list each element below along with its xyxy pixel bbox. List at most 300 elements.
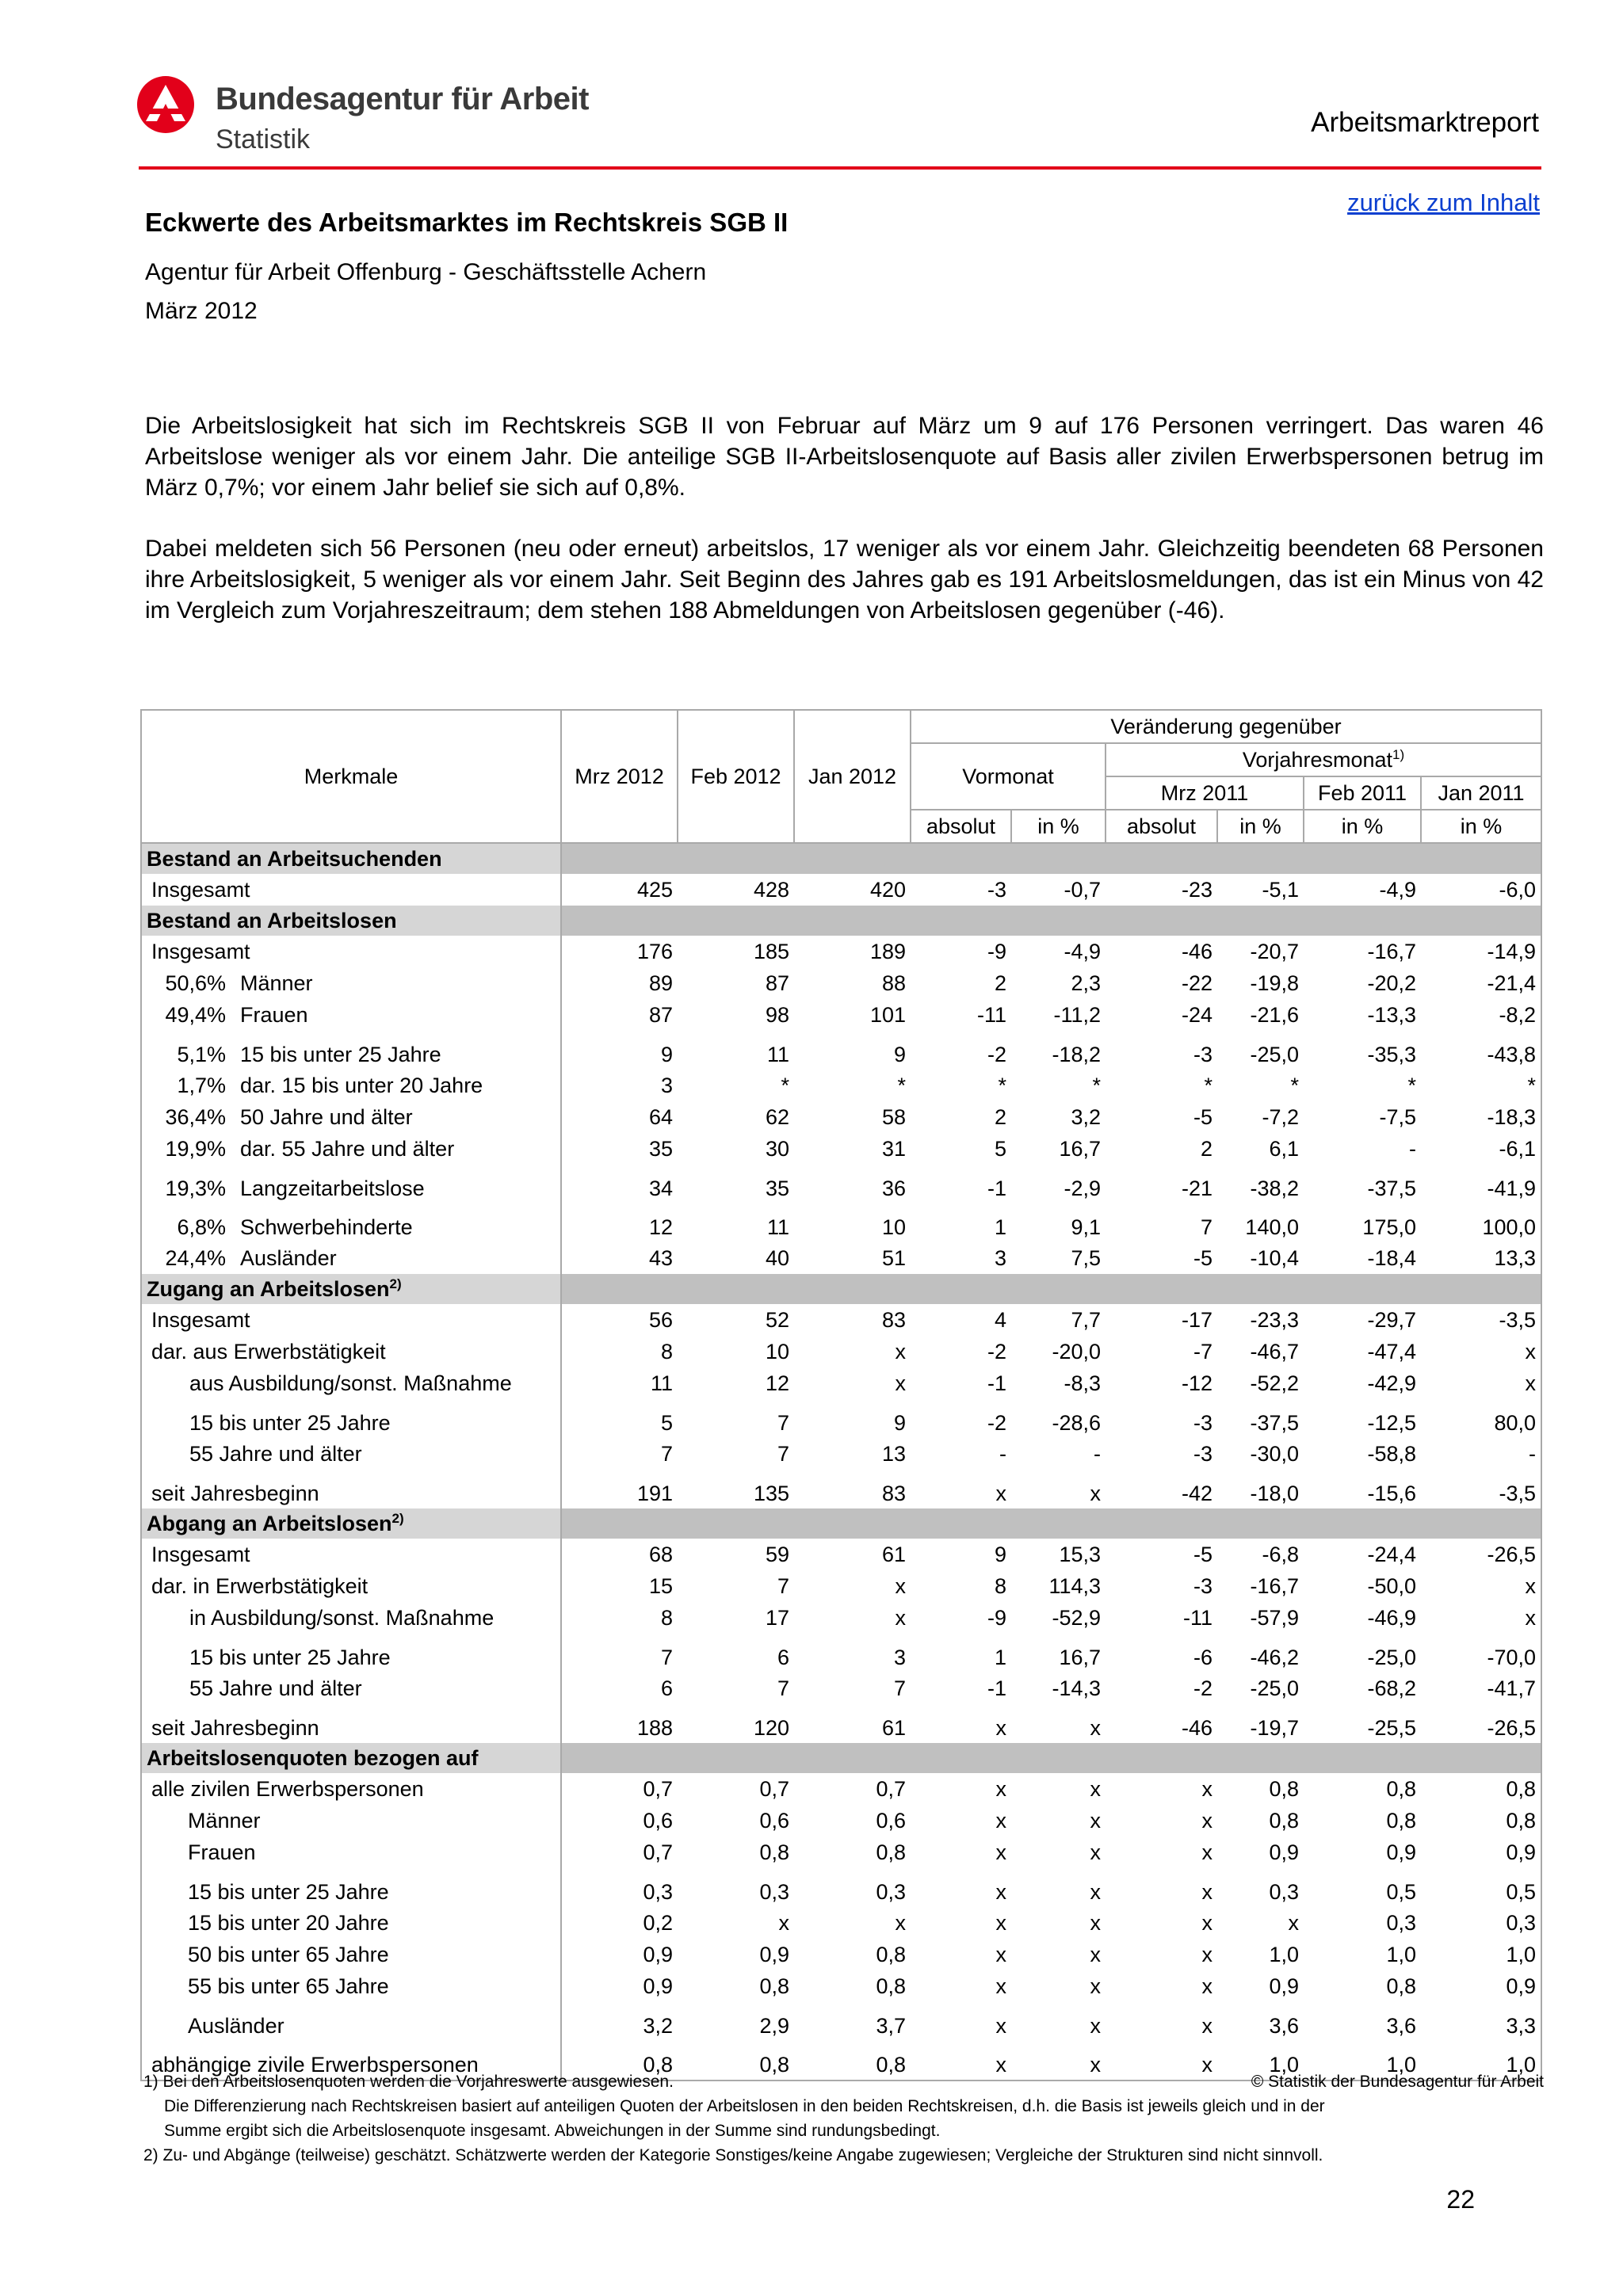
table-cell: x: [895, 1910, 906, 1935]
table-cell: 8: [660, 1605, 673, 1630]
row-label: 55 Jahre und älter: [141, 1672, 561, 1704]
header-in-pct: in %: [1011, 810, 1106, 843]
row-label: in Ausbildung/sonst. Maßnahme: [141, 1602, 561, 1634]
table-cell: -8,3: [1064, 1371, 1101, 1395]
table-cell: 0,8: [678, 2041, 794, 2081]
header-vormonat: Vormonat: [911, 743, 1106, 810]
header-in-pct: in %: [1304, 810, 1421, 843]
header-absolut: absolut: [911, 810, 1011, 843]
table-cell: -20,0: [1052, 1339, 1101, 1363]
table-cell: 1,0: [1386, 1942, 1416, 1966]
table-cell: 0,7: [643, 1840, 673, 1864]
table-cell: -46: [1181, 1716, 1212, 1740]
header-in-pct: in %: [1217, 810, 1304, 843]
row-label: 36,4% 50 Jahre und älter: [141, 1101, 561, 1133]
table-cell: -2: [987, 1339, 1006, 1363]
table-cell: 7,5: [1071, 1245, 1101, 1270]
row-label: dar. in Erwerbstätigkeit: [141, 1570, 561, 1602]
table-row: [141, 1970, 1541, 2002]
table-row: [141, 1203, 1541, 1242]
table-cell: -37,5: [1250, 1411, 1299, 1435]
table-cell: 1,0: [1217, 2041, 1304, 2081]
header-jan-2012: Jan 2012: [794, 710, 911, 843]
table-cell: 3,2: [1071, 1104, 1101, 1129]
page-subtitle: Agentur für Arbeit Offenburg - Geschäftsstelle Achern: [145, 259, 707, 285]
table-cell: 420: [869, 877, 906, 902]
table-cell: 3,6: [1386, 2014, 1416, 2038]
table-row: [141, 2002, 1541, 2041]
table-cell: 185: [753, 939, 789, 963]
table-cell: -17: [1181, 1307, 1212, 1332]
table-cell: 89: [648, 971, 673, 995]
table-cell: 13: [881, 1441, 906, 1466]
table-cell: 0,6: [643, 1808, 673, 1833]
table-cell: -21,4: [1421, 967, 1541, 999]
table-cell: -52,2: [1250, 1371, 1299, 1395]
table-cell: 0,5: [1421, 1868, 1541, 1907]
report-title: Arbeitsmarktreport: [1311, 107, 1539, 138]
table-cell: -41,7: [1421, 1672, 1541, 1704]
table-cell: x: [995, 1808, 1006, 1833]
back-to-contents-link[interactable]: zurück zum Inhalt: [1347, 189, 1540, 216]
table-cell: 0,3: [643, 1880, 673, 1904]
share-percent: 19,9%: [165, 1136, 226, 1161]
table-cell: x: [1288, 1910, 1299, 1935]
table-cell: -: [1409, 1136, 1416, 1161]
table-cell: 0,9: [1421, 1970, 1541, 2002]
table-cell: -6,8: [1262, 1542, 1299, 1566]
table-cell: -68,2: [1367, 1676, 1416, 1700]
table-row: [141, 1634, 1541, 1672]
table-cell: 83: [881, 1307, 906, 1332]
row-label: Insgesamt: [141, 936, 561, 967]
table-cell: 64: [648, 1104, 673, 1129]
table-cell: 0,6: [759, 1808, 789, 1833]
table-cell: *: [998, 1073, 1006, 1097]
share-percent: 50,6%: [165, 971, 226, 995]
table-cell: x: [1421, 1336, 1541, 1367]
table-cell: -21,6: [1250, 1002, 1299, 1027]
row-label: 15 bis unter 25 Jahre: [141, 1634, 561, 1672]
table-body: [141, 843, 1541, 2081]
table-cell: x: [995, 1942, 1006, 1966]
header-in-pct: in %: [1421, 810, 1541, 843]
table-cell: -2: [1193, 1676, 1212, 1700]
report-date: März 2012: [145, 298, 258, 324]
table-cell: x: [995, 1880, 1006, 1904]
table-cell: 2: [994, 1104, 1006, 1129]
table-cell: 31: [881, 1136, 906, 1161]
table-cell: 0,8: [1421, 1805, 1541, 1836]
table-cell: -41,9: [1421, 1165, 1541, 1203]
table-cell: x: [1201, 1942, 1212, 1966]
table-cell: 188: [636, 1716, 673, 1740]
table-cell: 35: [765, 1177, 789, 1200]
header-vorjahresmonat: Vorjahresmonat$^{1)}$: [1106, 743, 1541, 776]
header-mrz-2012: Mrz 2012: [561, 710, 678, 843]
table-cell: 15,3: [1059, 1542, 1101, 1566]
table-cell: x: [1090, 1974, 1101, 1998]
table-cell: -11: [976, 1002, 1006, 1027]
table-cell: 0,2: [643, 1910, 673, 1935]
table-cell: -30,0: [1250, 1441, 1299, 1466]
table-cell: -7: [1193, 1339, 1212, 1363]
footnote-1: 1) Bei den Arbeitslosenquoten werden die Vorjahreswerte ausgewiesen.: [143, 2073, 674, 2091]
table-cell: 0,8: [876, 1840, 906, 1864]
table-cell: 0,8: [876, 1942, 906, 1966]
table-cell: 1,0: [1421, 2041, 1541, 2081]
table-cell: 36: [881, 1177, 906, 1200]
table-row: [141, 1242, 1541, 1274]
row-label: 50,6% Männer: [141, 967, 561, 999]
row-label: 15 bis unter 25 Jahre: [141, 1868, 561, 1907]
table-cell: 428: [753, 877, 789, 902]
table-cell: -19,7: [1250, 1716, 1299, 1740]
table-cell: 12: [648, 1215, 673, 1239]
table-cell: 0,8: [561, 2041, 678, 2081]
table-cell: x: [911, 2041, 1011, 2081]
table-cell: 0,9: [1269, 1840, 1299, 1864]
table-cell: x: [1090, 1776, 1101, 1801]
table-cell: -26,5: [1421, 1539, 1541, 1570]
table-cell: 1,0: [1304, 2041, 1421, 2081]
table-row: [141, 1133, 1541, 1165]
section-row: [141, 906, 1541, 936]
table-cell: -16,7: [1250, 1573, 1299, 1598]
table-cell: -7,2: [1262, 1104, 1299, 1129]
page-number: 22: [1446, 2185, 1475, 2214]
table-cell: x: [1201, 1910, 1212, 1935]
table-cell: x: [1090, 1910, 1101, 1935]
table-cell: x: [895, 1605, 906, 1630]
table-cell: -21: [1181, 1177, 1212, 1200]
table-row: [141, 1602, 1541, 1634]
table-cell: x: [1090, 1880, 1101, 1904]
ba-logo-icon: [136, 75, 195, 134]
table-cell: 9,1: [1071, 1215, 1101, 1239]
table-cell: 83: [881, 1482, 906, 1505]
section-row: [141, 1274, 1541, 1304]
row-label: Insgesamt: [141, 1539, 561, 1570]
table-row: [141, 1672, 1541, 1704]
table-cell: x: [895, 1371, 906, 1395]
table-cell: -43,8: [1421, 1031, 1541, 1070]
section-fill: [561, 1274, 1541, 1304]
footnote-ref: 2): [389, 1276, 402, 1291]
table-cell: -18,4: [1367, 1245, 1416, 1270]
table-cell: 12: [765, 1371, 789, 1395]
row-label: 50 bis unter 65 Jahre: [141, 1939, 561, 1970]
section-fill: [561, 906, 1541, 936]
table-cell: x: [995, 2014, 1006, 2038]
table-cell: 0,9: [1421, 1836, 1541, 1868]
table-cell: 0,3: [1269, 1880, 1299, 1904]
table-cell: 7: [1200, 1215, 1212, 1239]
share-percent: 19,3%: [165, 1177, 226, 1200]
table-cell: 0,8: [1269, 1776, 1299, 1801]
table-cell: x: [1090, 1942, 1101, 1966]
section-header: Bestand an Arbeitslosen: [141, 906, 561, 936]
table-cell: -6,1: [1421, 1133, 1541, 1165]
table-row: [141, 1805, 1541, 1836]
table-cell: 11: [766, 1215, 789, 1239]
table-cell: 98: [765, 1002, 789, 1027]
section-header: Arbeitslosenquoten bezogen auf: [141, 1743, 561, 1773]
row-label: 19,3% Langzeitarbeitslose: [141, 1165, 561, 1203]
table-cell: 52: [765, 1307, 789, 1332]
share-percent: 5,1%: [177, 1043, 226, 1066]
table-cell: 5: [660, 1411, 673, 1435]
labour-market-table: [140, 709, 1542, 2081]
table-cell: 34: [648, 1177, 673, 1200]
table-cell: 0,5: [1386, 1880, 1416, 1904]
table-cell: -13,3: [1367, 1002, 1416, 1027]
table-cell: 16,7: [1059, 1136, 1101, 1161]
share-percent: 1,7%: [177, 1073, 226, 1097]
table-cell: 15: [648, 1573, 673, 1598]
table-cell: -4,9: [1064, 939, 1101, 963]
header-veraenderung: Veränderung gegenüber: [911, 710, 1541, 743]
table-cell: 0,8: [1269, 1808, 1299, 1833]
table-cell: -7,5: [1379, 1104, 1416, 1129]
table-cell: 175,0: [1362, 1215, 1416, 1239]
table-cell: *: [781, 1073, 789, 1097]
table-cell: x: [1201, 1840, 1212, 1864]
table-cell: 1: [994, 1646, 1006, 1669]
table-cell: -24,4: [1367, 1542, 1416, 1566]
table-row: [141, 874, 1541, 906]
table-cell: x: [1421, 1570, 1541, 1602]
table-cell: *: [1204, 1073, 1212, 1097]
table-cell: -2: [987, 1043, 1006, 1066]
section-header: Bestand an Arbeitsuchenden: [141, 843, 561, 874]
table-cell: -5: [1193, 1542, 1212, 1566]
row-label: 6,8% Schwerbehinderte: [141, 1203, 561, 1242]
table-cell: 114,3: [1048, 1573, 1101, 1598]
table-row: [141, 1070, 1541, 1101]
table-cell: 7: [660, 1646, 673, 1669]
share-percent: 24,4%: [165, 1245, 226, 1270]
table-cell: -25,0: [1250, 1676, 1299, 1700]
table-cell: 6: [660, 1676, 673, 1700]
table-cell: 6,1: [1269, 1136, 1299, 1161]
table-cell: 3,3: [1421, 2002, 1541, 2041]
table-cell: -11: [1182, 1605, 1212, 1630]
row-label: Insgesamt: [141, 874, 561, 906]
table-cell: 68: [648, 1542, 673, 1566]
table-row: [141, 1367, 1541, 1399]
table-cell: 9: [893, 1411, 906, 1435]
page-title: Eckwerte des Arbeitsmarktes im Rechtskreis SGB II: [145, 208, 789, 237]
table-cell: 135: [753, 1482, 789, 1505]
table-cell: 7: [777, 1573, 789, 1598]
table-cell: -: [1421, 1438, 1541, 1470]
table-cell: 0,9: [1386, 1840, 1416, 1864]
table-cell: 3: [893, 1646, 906, 1669]
table-row: [141, 1939, 1541, 1970]
row-label: 55 bis unter 65 Jahre: [141, 1970, 561, 2002]
table-cell: -25,5: [1367, 1716, 1416, 1740]
section-fill: [561, 1743, 1541, 1773]
org-name: Bundesagentur für Arbeit: [216, 82, 589, 116]
table-cell: -9: [987, 939, 1006, 963]
table-cell: -29,7: [1367, 1307, 1416, 1332]
table-cell: -8,2: [1421, 999, 1541, 1031]
table-cell: 62: [765, 1104, 789, 1129]
table-cell: 0,7: [759, 1776, 789, 1801]
row-label: seit Jahresbeginn: [141, 1704, 561, 1743]
table-row: [141, 1336, 1541, 1367]
table-cell: -19,8: [1250, 971, 1299, 995]
table-cell: 58: [881, 1104, 906, 1129]
share-percent: 49,4%: [165, 1002, 226, 1027]
footnote-ref: 1): [1392, 747, 1405, 762]
table-cell: -4,9: [1379, 877, 1416, 902]
row-label: 15 bis unter 20 Jahre: [141, 1907, 561, 1939]
table-cell: 80,0: [1421, 1399, 1541, 1438]
row-label: Insgesamt: [141, 1304, 561, 1336]
table-cell: 6: [777, 1646, 789, 1669]
summary-paragraph-1: Die Arbeitslosigkeit hat sich im Rechtskreis SGB II von Februar auf März um 9 auf 176 Personen verringert. Das waren 46 Arbeitslose weniger als vor einem Jahr. Die anteilige SGB II-Arbeitslosenquote auf Basis aller zivilen Erwerbspersonen betrug im März 0,7%; vor einem Jahr belief sie sich auf 0,8%.: [145, 413, 1544, 501]
table-row: [141, 1836, 1541, 1868]
table-cell: 0,8: [876, 1974, 906, 1998]
table-row: [141, 999, 1541, 1031]
table-cell: 0,3: [759, 1880, 789, 1904]
table-row: [141, 1031, 1541, 1070]
table-cell: 0,3: [876, 1880, 906, 1904]
table-cell: 3,6: [1269, 2014, 1299, 2038]
table-row: [141, 936, 1541, 967]
table-cell: x: [995, 1776, 1006, 1801]
table-cell: 9: [893, 1043, 906, 1066]
table-cell: *: [1407, 1073, 1416, 1097]
table-cell: -1: [987, 1371, 1006, 1395]
table-cell: -37,5: [1367, 1177, 1416, 1200]
table-cell: 2,3: [1071, 971, 1101, 995]
table-cell: 140,0: [1245, 1215, 1299, 1239]
table-cell: 35: [648, 1136, 673, 1161]
table-cell: 87: [648, 1002, 673, 1027]
table-cell: x: [1090, 1482, 1101, 1505]
row-label: Männer: [141, 1805, 561, 1836]
table-cell: 10: [881, 1215, 906, 1239]
row-label: 15 bis unter 25 Jahre: [141, 1399, 561, 1438]
table-row: [141, 1773, 1541, 1805]
table-cell: -1: [987, 1177, 1006, 1200]
table-cell: 176: [636, 939, 673, 963]
table-cell: -20,2: [1367, 971, 1416, 995]
org-subtitle: Statistik: [216, 124, 311, 154]
copyright-notice: © Statistik der Bundesagentur für Arbeit: [1251, 2073, 1544, 2091]
table-cell: 5: [994, 1136, 1006, 1161]
table-cell: 191: [636, 1482, 673, 1505]
row-label: 19,9% dar. 55 Jahre und älter: [141, 1133, 561, 1165]
table-cell: 1,0: [1421, 1939, 1541, 1970]
footnote-1-detail: Summe ergibt sich die Arbeitslosenquote insgesamt. Abweichungen in der Summe sind rundungsbedingt.: [164, 2122, 941, 2140]
header-mrz-2011: Mrz 2011: [1106, 776, 1304, 810]
table-cell: -28,6: [1052, 1411, 1101, 1435]
table-cell: -12,5: [1367, 1411, 1416, 1435]
table-cell: *: [1092, 1073, 1101, 1097]
table-cell: -1: [987, 1676, 1006, 1700]
table-cell: -3: [987, 877, 1006, 902]
table-cell: -18,3: [1421, 1101, 1541, 1133]
table-cell: -3: [1193, 1043, 1212, 1066]
row-label: 24,4% Ausländer: [141, 1242, 561, 1274]
table-cell: -5,1: [1262, 877, 1299, 902]
table-cell: -3: [1193, 1573, 1212, 1598]
table-cell: -3,5: [1421, 1470, 1541, 1508]
table-cell: 30: [765, 1136, 789, 1161]
table-cell: -23,3: [1250, 1307, 1299, 1332]
table-cell: 2: [1200, 1136, 1212, 1161]
row-label: 5,1% 15 bis unter 25 Jahre: [141, 1031, 561, 1070]
row-label: seit Jahresbeginn: [141, 1470, 561, 1508]
table-cell: 7: [777, 1441, 789, 1466]
table-cell: 0,9: [759, 1942, 789, 1966]
table-cell: 101: [869, 1002, 906, 1027]
table-cell: -: [999, 1441, 1006, 1466]
table-cell: 87: [765, 971, 789, 995]
table-cell: x: [1090, 1808, 1101, 1833]
table-cell: 0,8: [794, 2041, 911, 2081]
table-cell: -2: [987, 1411, 1006, 1435]
table-cell: 7: [893, 1676, 906, 1700]
table-cell: 0,8: [1386, 1776, 1416, 1801]
table-cell: 11: [650, 1371, 673, 1395]
row-label: alle zivilen Erwerbspersonen: [141, 1773, 561, 1805]
table-cell: -46: [1181, 939, 1212, 963]
table-cell: -52,9: [1052, 1605, 1101, 1630]
table-cell: 61: [881, 1716, 906, 1740]
table-cell: x: [1090, 2014, 1101, 2038]
table-cell: x: [1090, 1840, 1101, 1864]
table-cell: 1: [994, 1215, 1006, 1239]
row-label: 49,4% Frauen: [141, 999, 561, 1031]
section-header: Zugang an Arbeitslosen$^{2)}$: [141, 1274, 561, 1304]
table-row: [141, 1165, 1541, 1203]
table-row: [141, 1868, 1541, 1907]
row-label: abhängige zivile Erwerbspersonen: [141, 2041, 561, 2081]
table-cell: x: [995, 1482, 1006, 1505]
table-cell: x: [895, 1573, 906, 1598]
table-cell: x: [995, 1716, 1006, 1740]
table-cell: 425: [636, 877, 673, 902]
table-cell: 2: [994, 971, 1006, 995]
table-cell: -6,0: [1421, 874, 1541, 906]
table-cell: -22: [1181, 971, 1212, 995]
table-cell: -10,4: [1250, 1245, 1299, 1270]
table-cell: 9: [994, 1542, 1006, 1566]
table-row: [141, 1570, 1541, 1602]
table-cell: *: [1421, 1070, 1541, 1101]
table-row: [141, 1101, 1541, 1133]
table-cell: 3: [660, 1073, 673, 1097]
table-cell: 0,9: [643, 1942, 673, 1966]
table-cell: 88: [881, 971, 906, 995]
table-row: [141, 1304, 1541, 1336]
section-row: [141, 1508, 1541, 1539]
table-cell: -12: [1181, 1371, 1212, 1395]
row-label: 1,7% dar. 15 bis unter 20 Jahre: [141, 1070, 561, 1101]
table-cell: 56: [648, 1307, 673, 1332]
table-cell: x: [1421, 1367, 1541, 1399]
table-cell: -3: [1193, 1441, 1212, 1466]
table-cell: -14,3: [1052, 1676, 1101, 1700]
table-row: [141, 1539, 1541, 1570]
header-jan-2011: Jan 2011: [1421, 776, 1541, 810]
table-cell: -50,0: [1367, 1573, 1416, 1598]
